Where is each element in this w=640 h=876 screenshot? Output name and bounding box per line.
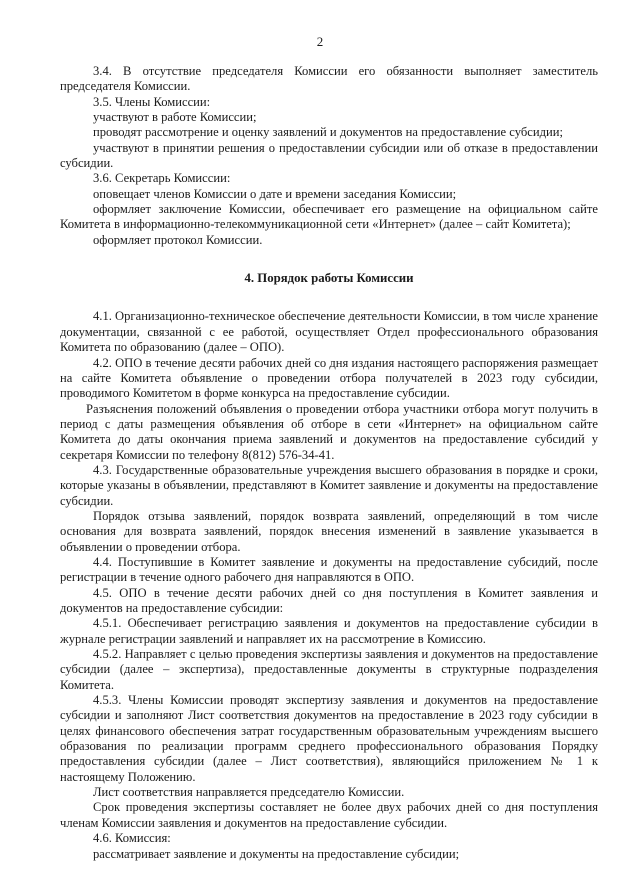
paragraph-3-4: 3.4. В отсутствие председателя Комиссии его обязанности выполняет заместитель председателя Комиссии. xyxy=(60,64,598,94)
paragraph-3-6: 3.6. Секретарь Комиссии: xyxy=(93,171,231,186)
paragraph-4-5-1: 4.5.1. Обеспечивает регистрацию заявления и документов на предоставление субсидии в журнале регистрации заявлений и направляет их на рассмотрение в Комиссию. xyxy=(60,616,598,646)
paragraph: Срок проведения экспертизы составляет не более двух рабочих дней со дня поступления членам Комиссии заявления и документов на предоставление субсидии. xyxy=(60,800,598,830)
paragraph-4-4: 4.4. Поступившие в Комитет заявление и документы на предоставление субсидий, после регистрации в течение одного рабочего дня направляются в ОПО. xyxy=(60,554,598,585)
paragraph: Лист соответствия направляется председателю Комиссии. xyxy=(93,785,405,800)
list-item: проводят рассмотрение и оценку заявлений и документов на предоставление субсидии; xyxy=(93,125,563,140)
list-item: оповещает членов Комиссии о дате и времени заседания Комиссии; xyxy=(93,186,457,201)
list-item: участвуют в принятии решения о предоставлении субсидии или об отказе в предоставлении субсидии. xyxy=(60,140,598,171)
list-item: оформляет протокол Комиссии. xyxy=(93,232,263,247)
paragraph-4-5-2: 4.5.2. Направляет с целью проведения экспертизы заявления и документов на предоставление субсидии (далее – экспертиза), предоставленные документы в структурные подразделения Комитета. xyxy=(60,647,598,692)
paragraph-4-1: 4.1. Организационно-техническое обеспечение деятельности Комиссии, в том числе хранение документации, связанной с ее работой, осуществляет Отдел профессионального образования Комитета по образованию (далее – ОПО). xyxy=(60,309,598,355)
paragraph-4-5-3: 4.5.3. Члены Комиссии проводят экспертизу заявления и документов на предоставление субсидии и заполняют Лист соответствия документов на предоставление в 2023 году субсидии в целях финансового обеспечения затрат государственным образовательным учреждениям высшего образования по реализации программ среднего профессионального образования Порядку предоставления субсидии (далее – Лист соответствия), являющийся приложением № 1 к настоящему Положению. xyxy=(60,693,598,784)
paragraph-4-2: 4.2. ОПО в течение десяти рабочих дней со дня издания настоящего распоряжения размещает на сайте Комитета объявление о проведении отбора получателей в 2023 году субсидии, проводимого Комитетом в форме конкурса на предоставление субсидии. xyxy=(60,355,598,401)
paragraph: Разъяснения положений объявления о проведении отбора участники отбора могут получить в период с даты размещения объявления об отборе в сети «Интернет» на официальном сайте Комитета до даты окончания приема заявлений и документов на предоставление субсидий у секретаря Комиссии по телефону 8(812) 576-34-41. xyxy=(60,401,598,462)
section-4-heading: 4. Порядок работы Комиссии xyxy=(244,271,414,286)
list-item: рассматривает заявление и документы на предоставление субсидии; xyxy=(93,846,460,861)
paragraph: Порядок отзыва заявлений, порядок возврата заявлений, определяющий в том числе основания для возврата заявлений, порядок внесения изменений в заявление указывается в объявлении о проведении отбора. xyxy=(60,508,598,554)
page-number: 2 xyxy=(316,34,324,49)
document-body xyxy=(60,64,598,862)
paragraph-4-3: 4.3. Государственные образовательные учреждения высшего образования в порядке и сроки, которые указаны в объявлении, представляют в Комитет заявление и документы на предоставление субсидии. xyxy=(60,462,598,508)
list-item: оформляет заключение Комиссии, обеспечивает его размещение на официальном сайте Комитета в информационно-телекоммуникационной сети «Интернет» (далее – сайт Комитета); xyxy=(60,202,598,232)
paragraph-4-6: 4.6. Комиссия: xyxy=(93,831,171,846)
paragraph-4-5: 4.5. ОПО в течение десяти рабочих дней со дня поступления в Комитет заявления и документов на предоставление субсидии: xyxy=(60,585,598,615)
list-item: участвуют в работе Комиссии; xyxy=(93,110,257,125)
paragraph-3-5: 3.5. Члены Комиссии: xyxy=(93,94,211,109)
